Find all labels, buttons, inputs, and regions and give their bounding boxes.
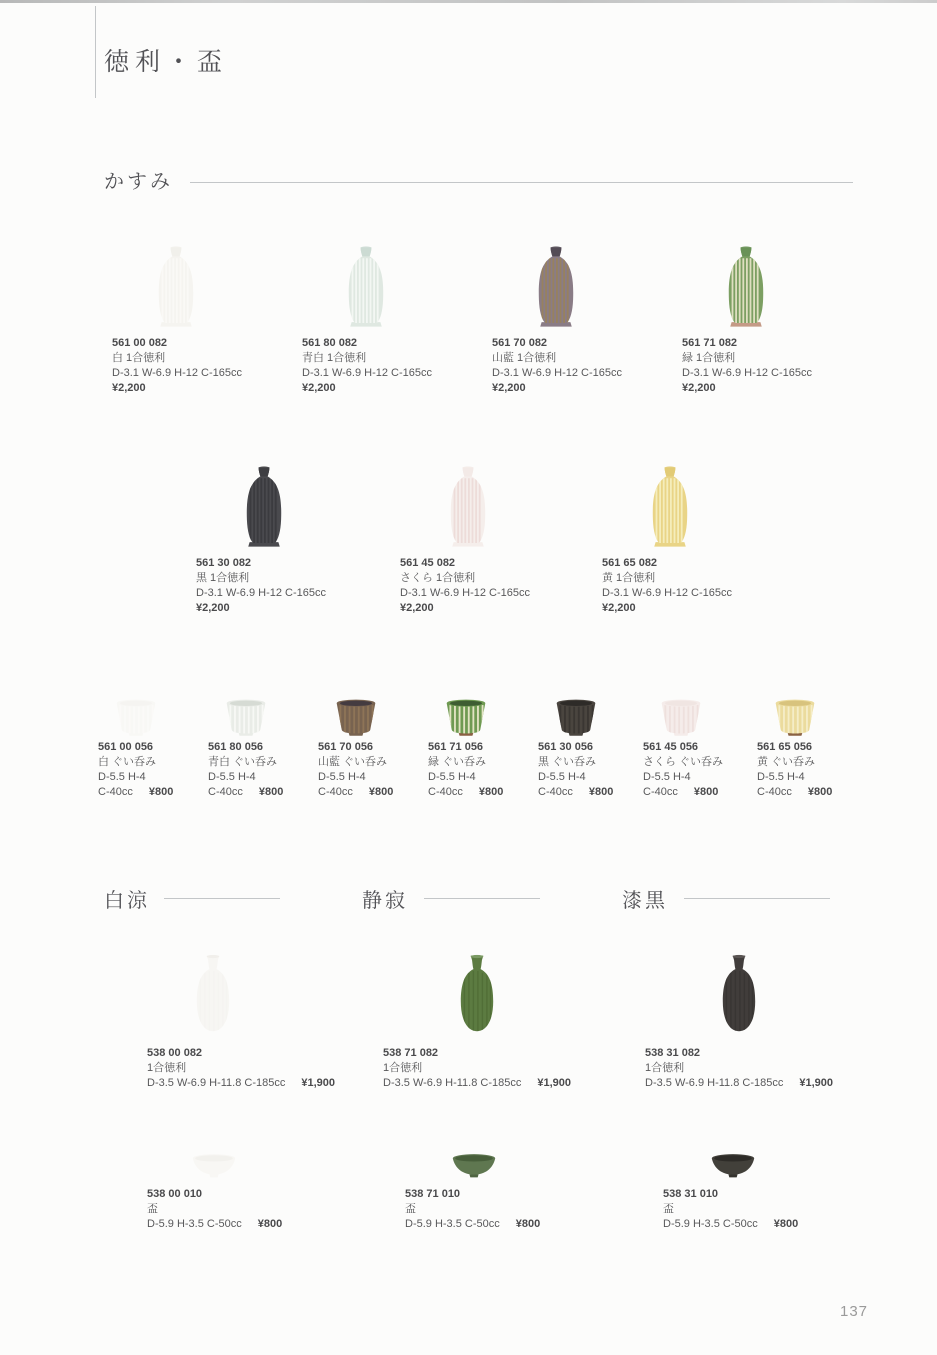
product-info [682,336,812,396]
product-info [112,336,242,396]
section-heading-seijaku: 静寂 [362,890,408,912]
product-price: ¥800 [148,786,174,798]
product-code: 538 71 010 [405,1188,461,1200]
tokkuri-photo [719,240,773,334]
product-info [318,740,393,800]
product-name: 山藍 ぐい呑み [318,756,388,768]
product-dims-price [663,1217,798,1232]
product-dimensions: D-5.5 H-4 [538,771,586,783]
product-price: ¥2,200 [682,382,716,394]
product-card [602,460,732,616]
product-dimensions: D-5.9 H-3.5 C-50cc [147,1218,242,1230]
product-info [208,740,283,800]
section-rule-shikkoku [684,898,830,899]
product-name: 盃 [405,1203,416,1215]
product-name: 緑 1合徳利 [682,352,736,364]
product-dimensions: D-3.1 W-6.9 H-12 C-165cc [602,587,733,599]
product-card [757,694,832,800]
product-capacity-price [98,785,173,800]
product-price: ¥800 [478,786,504,798]
product-dims-price [147,1076,335,1091]
product-price: ¥800 [807,786,833,798]
section-heading-hakuryo: 白涼 [104,890,150,912]
product-name: 黒 1合徳利 [196,572,250,584]
product-dimensions: D-5.5 H-4 [428,771,476,783]
product-card [208,694,283,800]
product-name: さくら ぐい呑み [643,756,724,768]
product-price: ¥800 [515,1218,541,1230]
product-code: 561 45 056 [643,741,699,753]
product-name: 1合徳利 [147,1062,187,1074]
product-card [147,1150,282,1232]
product-price: ¥2,200 [602,602,636,614]
product-dimensions: D-3.1 W-6.9 H-12 C-165cc [302,367,433,379]
product-capacity: C-40cc [643,786,678,798]
product-card [682,240,812,396]
product-code: 538 71 082 [383,1047,439,1059]
product-capacity-price [757,785,832,800]
product-info [602,556,732,616]
title-vertical-rule [95,6,96,98]
tokkuri-photo [441,460,495,554]
product-info [405,1187,540,1232]
product-info [492,336,622,396]
product-dimensions: D-5.5 H-4 [757,771,805,783]
product-dimensions: D-3.5 W-6.9 H-11.8 C-185cc [645,1077,784,1089]
product-name: 山藍 1合徳利 [492,352,557,364]
section-rule-kasumi [190,182,853,183]
product-dimensions: D-3.1 W-6.9 H-12 C-165cc [492,367,623,379]
tokkuri-photo [450,950,504,1044]
guinomi-photo [113,694,159,738]
product-code: 561 71 056 [428,741,484,753]
product-code: 561 70 082 [492,337,548,349]
product-card [643,694,723,800]
product-price: ¥2,200 [400,602,434,614]
product-code: 561 71 082 [682,337,738,349]
product-info [147,1046,335,1091]
product-dimensions: D-5.9 H-3.5 C-50cc [663,1218,758,1230]
product-code: 538 31 082 [645,1047,701,1059]
product-info [645,1046,833,1091]
product-price: ¥1,900 [799,1077,834,1089]
product-price: ¥800 [773,1218,799,1230]
tokkuri-photo [237,460,291,554]
product-name: 青白 1合徳利 [302,352,367,364]
product-card [383,950,571,1091]
product-price: ¥800 [588,786,614,798]
product-info [147,1187,282,1232]
product-price: ¥2,200 [196,602,230,614]
product-code: 538 00 010 [147,1188,203,1200]
product-dims-price [383,1076,571,1091]
product-name: 盃 [147,1203,158,1215]
product-card [196,460,326,616]
product-capacity-price [318,785,393,800]
guinomi-photo [658,694,704,738]
section-heading-shikkoku: 漆黒 [622,890,668,912]
product-info [383,1046,571,1091]
product-dims-price [405,1217,540,1232]
product-card [318,694,393,800]
product-capacity: C-40cc [538,786,573,798]
product-info [538,740,613,800]
product-code: 561 80 082 [302,337,358,349]
product-info [98,740,173,800]
product-card [538,694,613,800]
guinomi-photo [553,694,599,738]
product-dims-price [147,1217,282,1232]
page-number: 137 [840,1303,869,1320]
product-info [757,740,832,800]
product-dimensions: D-3.1 W-6.9 H-12 C-165cc [112,367,243,379]
sakazuki-photo [451,1150,497,1180]
product-name: 青白 ぐい呑み [208,756,278,768]
product-price: ¥800 [693,786,719,798]
product-code: 561 30 082 [196,557,252,569]
product-name: 1合徳利 [383,1062,423,1074]
product-capacity: C-40cc [98,786,133,798]
product-price: ¥1,900 [537,1077,572,1089]
product-name: 白 ぐい呑み [98,756,157,768]
product-info [643,740,723,800]
product-info [196,556,326,616]
product-dims-price [645,1076,833,1091]
guinomi-photo [333,694,379,738]
product-dimensions: D-5.9 H-3.5 C-50cc [405,1218,500,1230]
product-dimensions: D-3.1 W-6.9 H-12 C-165cc [196,587,327,599]
sakazuki-photo [191,1150,237,1180]
product-info [428,740,503,800]
product-dimensions: D-3.5 W-6.9 H-11.8 C-185cc [147,1077,286,1089]
section-rule-hakuryo [164,898,280,899]
product-code: 561 70 056 [318,741,374,753]
product-price: ¥800 [368,786,394,798]
page-title: 徳利・盃 [104,49,229,76]
scan-edge-shadow [0,0,937,3]
product-code: 561 65 082 [602,557,658,569]
product-name: 白 1合徳利 [112,352,166,364]
product-card [405,1150,540,1232]
product-dimensions: D-5.5 H-4 [208,771,256,783]
product-name: 盃 [663,1203,674,1215]
product-name: 黒 ぐい呑み [538,756,597,768]
product-capacity-price [208,785,283,800]
product-code: 538 00 082 [147,1047,203,1059]
product-code: 561 45 082 [400,557,456,569]
product-price: ¥2,200 [492,382,526,394]
tokkuri-photo [643,460,697,554]
product-dimensions: D-3.5 W-6.9 H-11.8 C-185cc [383,1077,522,1089]
product-card [112,240,242,396]
product-dimensions: D-3.1 W-6.9 H-12 C-165cc [400,587,531,599]
product-card [492,240,622,396]
product-price: ¥2,200 [302,382,336,394]
product-dimensions: D-5.5 H-4 [98,771,146,783]
product-info [302,336,432,396]
product-code: 538 31 010 [663,1188,719,1200]
product-card [645,950,833,1091]
guinomi-photo [223,694,269,738]
product-name: さくら 1合徳利 [400,572,476,584]
product-capacity-price [538,785,613,800]
section-rule-seijaku [424,898,540,899]
product-name: 黄 ぐい呑み [757,756,816,768]
product-code: 561 30 056 [538,741,594,753]
product-dimensions: D-5.5 H-4 [643,771,691,783]
tokkuri-photo [339,240,393,334]
product-dimensions: D-5.5 H-4 [318,771,366,783]
sakazuki-photo [710,1150,756,1180]
product-info [400,556,530,616]
product-dimensions: D-3.1 W-6.9 H-12 C-165cc [682,367,813,379]
product-card [302,240,432,396]
section-heading-kasumi: かすみ [104,171,173,193]
product-capacity: C-40cc [318,786,353,798]
product-card [98,694,173,800]
product-code: 561 80 056 [208,741,264,753]
product-capacity-price [643,785,723,800]
tokkuri-photo [186,950,240,1044]
product-price: ¥2,200 [112,382,146,394]
product-name: 緑 ぐい呑み [428,756,487,768]
product-name: 黄 1合徳利 [602,572,656,584]
product-capacity: C-40cc [208,786,243,798]
product-card [147,950,335,1091]
tokkuri-photo [149,240,203,334]
guinomi-photo [772,694,818,738]
guinomi-photo [443,694,489,738]
product-name: 1合徳利 [645,1062,685,1074]
product-card [428,694,503,800]
product-card [663,1150,798,1232]
product-card [400,460,530,616]
product-code: 561 65 056 [757,741,813,753]
product-price: ¥800 [257,1218,283,1230]
product-code: 561 00 056 [98,741,154,753]
tokkuri-photo [712,950,766,1044]
product-capacity: C-40cc [428,786,463,798]
product-price: ¥1,900 [301,1077,336,1089]
product-capacity-price [428,785,503,800]
product-price: ¥800 [258,786,284,798]
product-info [663,1187,798,1232]
product-capacity: C-40cc [757,786,792,798]
product-code: 561 00 082 [112,337,168,349]
tokkuri-photo [529,240,583,334]
